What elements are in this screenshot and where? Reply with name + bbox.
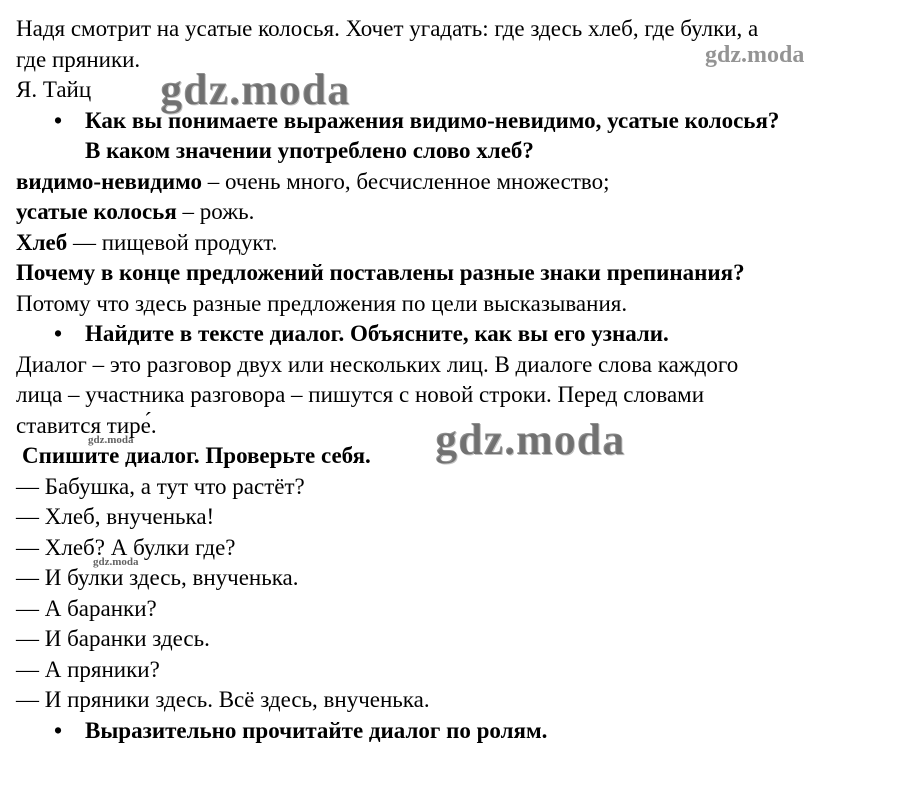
dialog-line: — Хлеб? А булки где? xyxy=(16,534,236,560)
dialog-line: — А баранки? xyxy=(16,595,157,621)
bullet-icon: • xyxy=(54,717,63,743)
answer-3-line-2: лица – участника разговора – пишутся с новой строки. Перед словами xyxy=(16,382,705,407)
bullet-icon: • xyxy=(54,107,63,133)
watermark-logo: gdz.moda xyxy=(705,42,805,68)
dialog-block xyxy=(16,472,896,716)
answer-2: Потому что здесь разные предложения по цели высказывания. xyxy=(16,290,628,316)
bullet-icon: • xyxy=(54,321,63,346)
question-3 xyxy=(16,319,896,350)
question-4 xyxy=(16,716,896,747)
question-1-line-2: В каком значении употреблено слово хлеб? xyxy=(85,138,534,163)
definition-1-text: – очень много, бесчисленное множество; xyxy=(201,168,610,194)
dialog-line: — И булки здесь, внученька. xyxy=(16,565,299,590)
document-page xyxy=(16,14,896,746)
definition-3-term: Хлеб xyxy=(16,229,68,255)
dialog-line: — А пряники? xyxy=(16,656,160,682)
definition-1-term: видимо-невидимо xyxy=(16,168,202,194)
dialog-line: — И баранки здесь. xyxy=(16,626,210,651)
question-1 xyxy=(16,106,896,167)
question-3-text: Найдите в тексте диалог. Объясните, как вы его узнали. xyxy=(85,321,669,346)
answer-3-line-1: Диалог – это разговор двух или нескольких лиц. В диалоге слова каждого xyxy=(16,351,739,377)
author: Я. Тайц xyxy=(16,77,92,102)
dialog-line: — И пряники здесь. Всё здесь, внученька. xyxy=(16,687,430,712)
watermark-logo: gdz.moda xyxy=(93,556,139,568)
definition-2-text: – рожь. xyxy=(176,199,255,224)
dialog-line: — Бабушка, а тут что растёт? xyxy=(16,473,305,499)
dialog-line: — Хлеб, внученька! xyxy=(16,504,215,529)
definition-1 xyxy=(16,167,896,198)
definition-2 xyxy=(16,197,896,228)
watermark-logo: gdz.moda xyxy=(160,65,351,114)
definition-3-text: — пищевой продукт. xyxy=(67,229,278,255)
watermark-logo: gdz.moda xyxy=(88,434,134,446)
intro-line-2: где пряники. xyxy=(16,46,141,72)
question-1-line-1: Как вы понимаете выражения видимо-невидимо, усатые колосья? xyxy=(85,107,780,133)
answer-3-line-3: ставится тире́. xyxy=(16,412,157,438)
definition-2-term: усатые колосья xyxy=(16,199,177,224)
intro-line-1: Надя смотрит на усатые колосья. Хочет угадать: где здесь хлеб, где булки, а xyxy=(16,16,759,41)
watermark-logo: gdz.moda xyxy=(435,415,626,464)
dialog-heading: Спишите диалог. Проверьте себя. xyxy=(22,443,371,468)
question-2: Почему в конце предложений поставлены разные знаки препинания? xyxy=(16,260,745,285)
definition-3 xyxy=(16,228,896,259)
question-4-text: Выразительно прочитайте диалог по ролям. xyxy=(85,717,548,743)
